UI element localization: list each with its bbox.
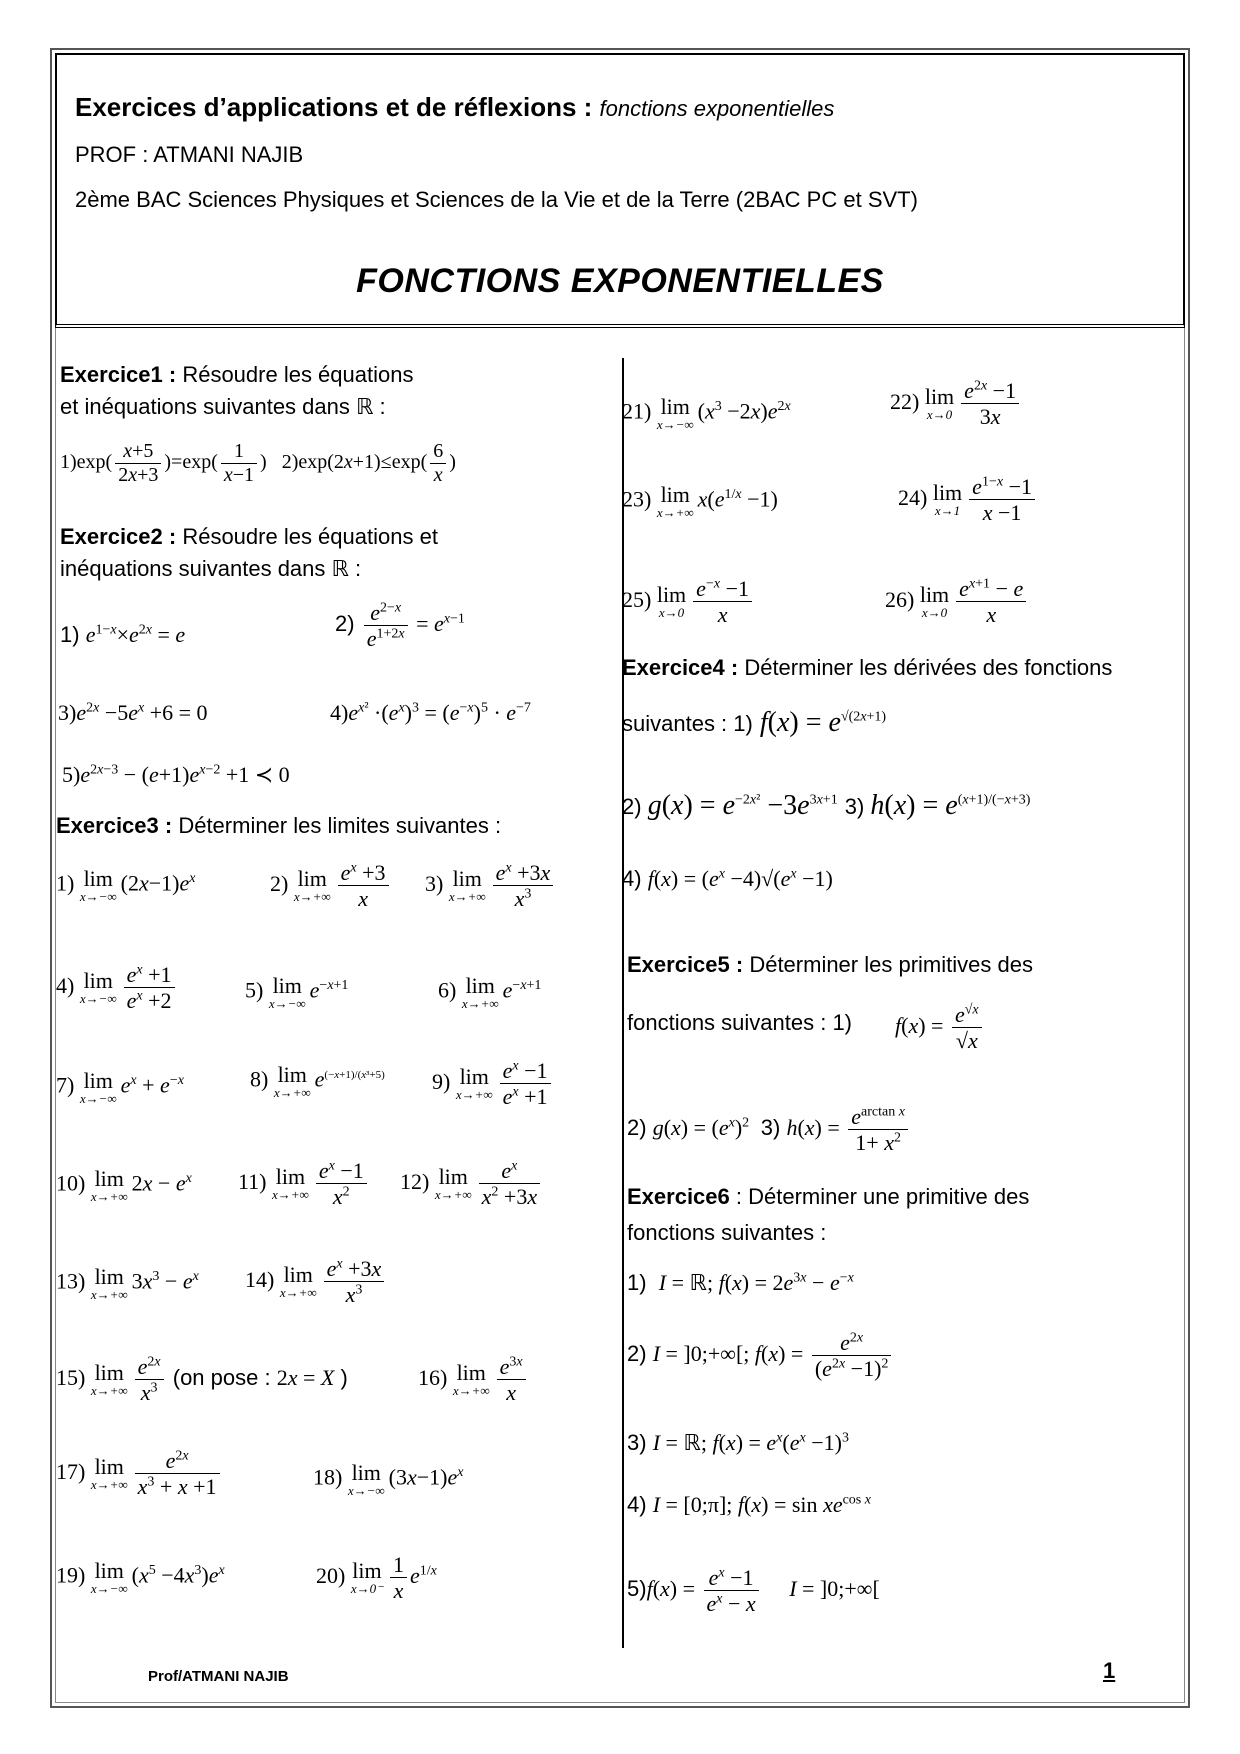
column-separator: [622, 358, 624, 1648]
lim-2: 2) lim x→+∞ $\frac{e^x +3}{x}$: [270, 860, 392, 912]
ex6-f4: 4) I = [0;π]; $f(x) = \sin xe^{cos x}$: [627, 1492, 871, 1517]
exercise3-heading: Exercice3 : Déterminer les limites suivantes :: [56, 813, 502, 838]
ex2-eq4: $4)e^{x^2} \cdot(e^x)^3 = (e^{-x})^5 \cdot e^{-7}$: [330, 700, 531, 725]
lim-11: 11) lim x→+∞ $\frac{e^x -1}{x^2}$: [238, 1158, 370, 1210]
page-title: FONCTIONS EXPONENTIELLES: [356, 262, 884, 300]
lim-6: 6) lim x→+∞ $e^{-x+1}$: [438, 973, 542, 1011]
ex2-eq1: 1) $e^{1-x}\times e^{2x} = e$: [60, 622, 186, 647]
lim-7: 7) lim x→−∞ $e^x + e^{-x}$: [56, 1068, 184, 1106]
ex1-equations: 1)exp( $\frac{x+5}{2x+3}$ )=exp( $\frac{1}{x-1}$ ) 2)exp(2x+1)≤exp( $\frac{6}{x}$ ): [60, 440, 456, 486]
exercise6-heading: Exercice6 : Déterminer une primitive des: [627, 1184, 1030, 1209]
header-title: Exercices d’applications et de réflexions : fonctions exponentielles: [75, 92, 835, 122]
lim-17: 17) lim x→+∞ $\frac{e^{2x}}{x^3 + x +1}$: [56, 1448, 223, 1500]
lim-10: 10) lim x→+∞ $2x - e^x$: [56, 1166, 192, 1204]
lim-23: 23) lim x→+∞ $x(e^{1/x} -1)$: [622, 482, 778, 520]
lim-22: 22) lim x→0 $\frac{e^{2x} -1}{3x}$: [890, 378, 1022, 430]
lim-14: 14) lim x→+∞ $\frac{e^x +3x}{x^3}$: [245, 1256, 387, 1308]
lim-3: 3) lim x→+∞ $\frac{e^x +3x}{x^3}$: [425, 860, 556, 912]
header-level: 2ème BAC Sciences Physiques et Sciences de la Vie et de la Terre (2BAC PC et SVT): [75, 187, 918, 212]
ex5-f1: f(x) = $\frac{e^{√x}}{√x}$: [895, 1002, 985, 1054]
lim-20: 20) lim x→0⁻ $\frac{1}{x}$ $e^{1/x}$: [316, 1552, 437, 1604]
ex6-f5: 5)f(x) = $\frac{e^x -1}{e^x - x}$ I = ]0;+∞[: [627, 1565, 880, 1617]
lim-16: 16) lim x→+∞ $\frac{e^{3x}}{x}$: [418, 1354, 529, 1406]
lim-26: 26) lim x→0 $\frac{e^{x+1} - e}{x}$: [885, 576, 1029, 628]
lim-8: 8) lim x→+∞ $e^{(-x+1)/(x^3+5)}$: [250, 1062, 385, 1100]
ex6-f1: 1) I = ℝ; $f(x) = 2e^{3x} - e^{-x}$: [627, 1270, 854, 1295]
ex2-eq2: 2) $\frac{e^{2-x}}{e^{1+2x}}$ = $e^{x-1}$: [335, 600, 465, 652]
footer-author: Prof/ATMANI NAJIB: [148, 1668, 289, 1685]
lim-24: 24) lim x→1 $\frac{e^{1-x} -1}{x -1}$: [898, 474, 1038, 526]
exercise2-heading: Exercice2 : Résoudre les équations et: [60, 524, 438, 549]
exercise2-text: inéquations suivantes dans ℝ :: [60, 556, 362, 581]
ex4-g-h: 2) $g(x) = e^{-2x^2} -3e^{3x+1}$ 3) $h(x) = e^{(x+1)/(-x+3)}$: [622, 790, 1031, 821]
lim-19: 19) lim x→−∞ $(x^5 -4x^3)e^x$: [56, 1558, 225, 1596]
exercise1-heading: Exercice1 : Résoudre les équations: [60, 362, 414, 387]
exercise1-text: et inéquations suivantes dans ℝ :: [60, 394, 386, 419]
exercise4-heading: Exercice4 : Déterminer les dérivées des fonctions: [622, 655, 1113, 680]
exercise4-text: suivantes : 1) $f(x) = e^{√(2x+1)}$: [622, 707, 887, 738]
ex2-eq3: $3)e^{2x} -5e^x +6 = 0$: [58, 700, 208, 725]
header-prof: PROF : ATMANI NAJIB: [75, 142, 304, 167]
ex5-g-h: 2) $g(x) = (e^x)^2$ 3) h(x) = $\frac{e^{arctan x}}{1+ x^2}$: [627, 1104, 911, 1156]
page-number: 1: [1103, 1658, 1116, 1683]
ex2-eq5: $5)e^{2x-3} - (e+1)e^{x-2} +1$ ≺ 0: [62, 762, 290, 787]
header-subtitle: fonctions exponentielles: [599, 96, 835, 121]
lim-15: 15) lim x→+∞ $\frac{e^{2x}}{x^3}$ (on pose : 2x = X ): [56, 1354, 348, 1406]
ex4-f4: 4) $f(x) = (e^x -4)√(e^x -1)$: [622, 866, 833, 891]
exercise5-text: fonctions suivantes : 1): [627, 1010, 853, 1035]
lim-18: 18) lim x→−∞ $(3x-1)e^x$: [313, 1460, 464, 1498]
lim-21: 21) lim x→−∞ $(x^3 -2x)e^{2x}$: [622, 394, 791, 432]
lim-12: 12) lim x→+∞ $\frac{e^x}{x^2 +3x}$: [400, 1158, 543, 1210]
ex6-f2: 2) I = ]0;+∞[; f(x) = $\frac{e^{2x}}{(e^{2x} -1)^2}$: [627, 1330, 894, 1382]
lim-25: 25) lim x→0 $\frac{e^{-x} -1}{x}$: [622, 576, 755, 628]
lim-13: 13) lim x→+∞ $3x^3 - e^x$: [56, 1264, 199, 1302]
exercise6-text: fonctions suivantes :: [627, 1220, 827, 1245]
lim-5: 5) lim x→−∞ $e^{-x+1}$: [245, 973, 349, 1011]
lim-9: 9) lim x→+∞ $\frac{e^x -1}{e^x +1}$: [432, 1058, 554, 1110]
lim-1: 1) lim x→−∞ $(2x-1)e^x$: [56, 866, 196, 904]
ex6-f3: 3) I = ℝ; $f(x) = e^x(e^x -1)^3$: [627, 1430, 849, 1455]
exercise5-heading: Exercice5 : Déterminer les primitives des: [627, 952, 1033, 977]
lim-4: 4) lim x→−∞ $\frac{e^x +1}{e^x +2}$: [56, 962, 178, 1014]
